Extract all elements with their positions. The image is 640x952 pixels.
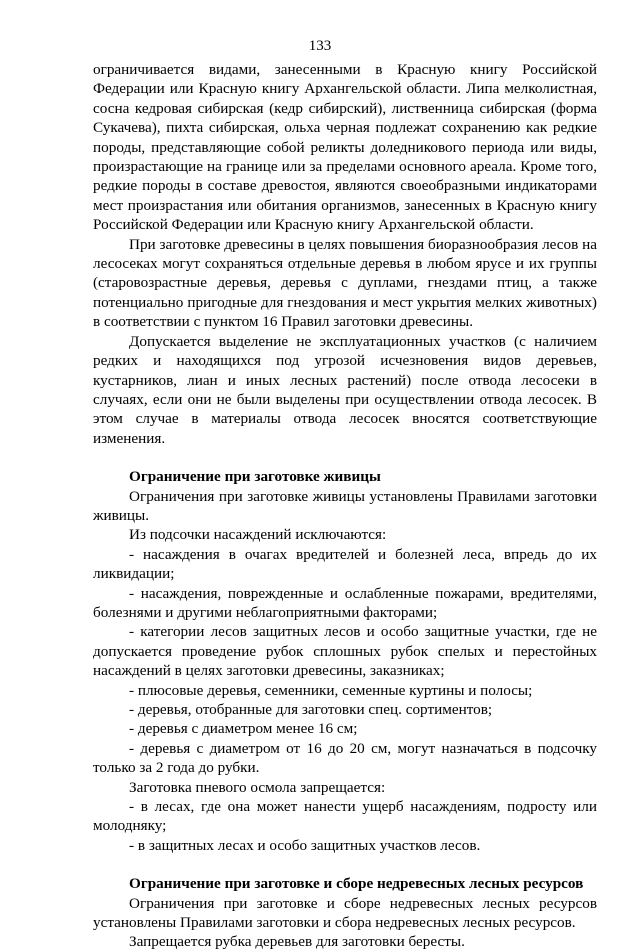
page-body: [93, 60, 597, 952]
section-spacer: [93, 448, 597, 467]
resin-exclusions-title: Из подсочки насаждений исключаются:: [129, 526, 387, 544]
list-item: - деревья с диаметром менее 16 см;: [129, 720, 358, 738]
list-item: - насаждения, поврежденные и ослабленные пожарами, вредителями, болезнями и другими неблагоприятными факторами;: [93, 584, 597, 621]
list-item: - деревья, отобранные для заготовки спец. сортиментов;: [129, 701, 493, 718]
list-item: - насаждения в очагах вредителей и болезней леса, впредь до их ликвидации;: [93, 545, 597, 583]
list-item: - деревья с диаметром от 16 до 20 см, могут назначаться в подсочку только за 2 года до рубки.: [93, 739, 597, 777]
list-item: - плюсовые деревья, семенники, семенные куртины и полосы;: [129, 681, 533, 699]
resin-intro: Ограничения при заготовке живицы установлены Правилами заготовки живицы.: [93, 487, 597, 524]
paragraph-biodiversity: При заготовке древесины в целях повышения биоразнообразия лесов на лесосеках могут сохраняться отдельные деревья в любом ярусе и их группы (старовозрастные деревья, деревья с дуплами, гнездами птиц, а также потенциально пригодные для гнездования и мест укрытия мелких животных) в соответствии с пунктом 16 Правил заготовки древесины.: [93, 235, 597, 331]
tar-title: Заготовка пневого осмола запрещается:: [129, 778, 386, 796]
paragraph-non-exploited-areas: Допускается выделение не эксплуатационных участков (с наличием редких и находящихся под угрозой исчезновения видов деревьев, кустарников, лиан и иных лесных растений) после отвода лесосеки в случаях, если они не были выделены при осуществлении отвода лесосек. В этом случае в материалы отвода лесосек вносятся соответствующие изменения.: [93, 332, 597, 447]
birch-bark-rule: Запрещается рубка деревьев для заготовки бересты.: [129, 933, 465, 951]
list-item: - категории лесов защитных лесов и особо защитные участки, где не допускается проведение рубок сплошных рубок спелых и перестойных насаждений в целях заготовки древесины, заказниках;: [93, 623, 597, 680]
page-number: 133: [308, 38, 332, 54]
list-item: - в защитных лесах и особо защитных участков лесов.: [129, 836, 481, 854]
section-heading-nonwood: Ограничение при заготовке и сборе недревесных лесных ресурсов: [129, 875, 584, 893]
list-item: - в лесах, где она может нанести ущерб насаждениям, подросту или молодняку;: [93, 798, 597, 835]
paragraph-rare-species: ограничивается видами, занесенными в Красную книгу Российской Федерации или Красную книгу Архангельской области. Липа мелколистная, сосна кедровая сибирская (кедр сибирский), лиственница сибирская (форма Сукачева), пихта сибирская, ольха черная подлежат сохранению как редкие породы, представляющие собой реликты доледникового периода или виды, произрастающие на границе или за пределами основного ареала. Кроме того, редкие породы в составе древостоя, являются своеобразными индикаторами мест произрастания или обитания организмов, занесенных в Красную книгу Российской Федерации или Красную книгу Архангельской области.: [93, 61, 597, 234]
nonwood-intro: Ограничения при заготовке и сборе недревесных лесных ресурсов установлены Правилами заготовки и сбора недревесных лесных ресурсов.: [93, 894, 597, 932]
section-heading-resin: Ограничение при заготовке живицы: [129, 468, 381, 486]
section-spacer: [93, 855, 597, 874]
